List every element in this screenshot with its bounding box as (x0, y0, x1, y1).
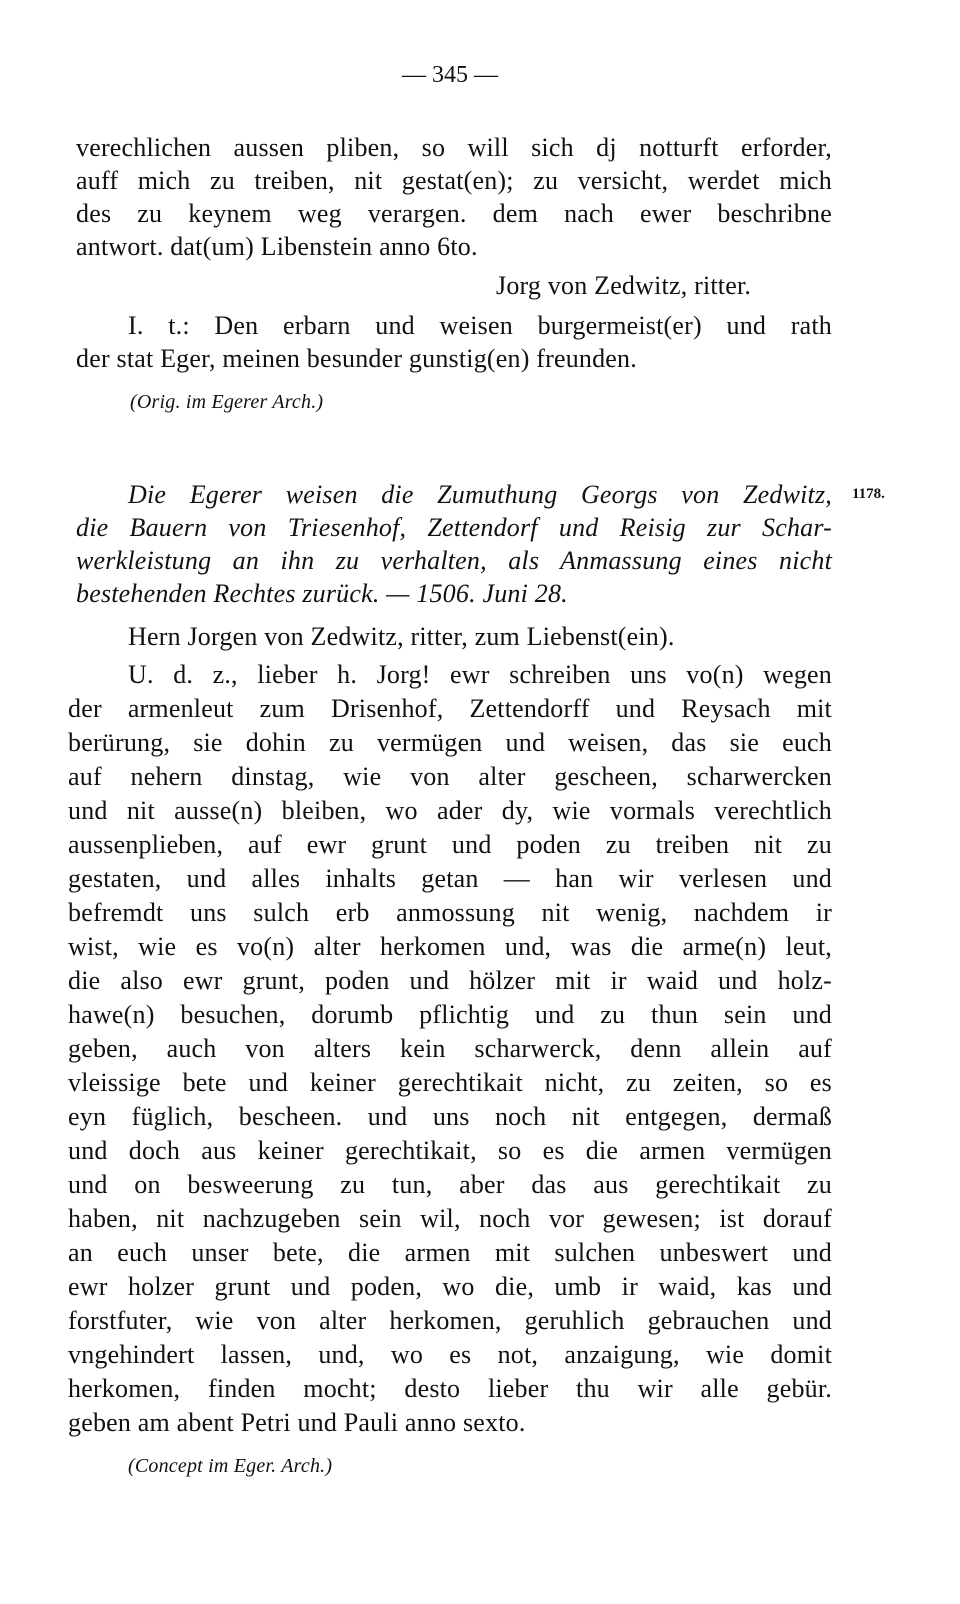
letter2-line-22: herkomen, finden mocht; desto lieber thu wir alle gebür. (68, 1374, 832, 1403)
letter2-line-2: der armenleut zum Drisenhof, Zettendorff und Reysach mit (68, 694, 832, 723)
letter1-line-2: auff mich zu treiben, nit gestat(en); zu versicht, werdet mich (76, 166, 832, 195)
letter2-addressee: Hern Jorgen von Zedwitz, ritter, zum Liebenst(ein). (128, 622, 675, 651)
letter2-line-4: auf nehern dinstag, wie von alter gescheen, scharwercken (68, 762, 832, 791)
heading-line-1: Die Egerer weisen die Zumuthung Georgs von Zedwitz, (128, 480, 832, 509)
letter2-line-12: geben, auch von alters kein scharwerck, denn allein auf (68, 1034, 832, 1063)
letter2-line-14: eyn füglich, bescheen. und uns noch nit entgegen, dermaß (68, 1102, 832, 1131)
address-line-1: I. t.: Den erbarn und weisen burgermeist(er) und rath (128, 311, 832, 340)
heading-line-3: werkleistung an ihn zu verhalten, als Anmassung eines nicht (76, 546, 832, 575)
letter2-line-7: gestaten, und alles inhalts getan — han wir verlesen und (68, 864, 832, 893)
source-note-2: (Concept im Eger. Arch.) (128, 1455, 333, 1477)
heading-line-4: bestehenden Rechtes zurück. — 1506. Juni 28. (76, 579, 568, 608)
letter2-line-18: an euch unser bete, die armen mit sulchen unbeswert und (68, 1238, 832, 1267)
letter2-line-15: und doch aus keiner gerechtikait, so es die armen vermügen (68, 1136, 832, 1165)
letter2-line-11: hawe(n) besuchen, dorumb pflichtig und zu thun sein und (68, 1000, 832, 1029)
signature: Jorg von Zedwitz, ritter. (496, 271, 752, 300)
letter2-line-8: befremdt uns sulch erb anmossung nit wenig, nachdem ir (68, 898, 832, 927)
letter2-line-20: forstfuter, wie von alter herkomen, geruhlich gebrauchen und (68, 1306, 832, 1335)
letter2-line-13: vleissige bete und keiner gerechtikait nicht, zu zeiten, so es (68, 1068, 832, 1097)
letter2-line-1: U. d. z., lieber h. Jorg! ewr schreiben uns vo(n) wegen (128, 660, 832, 689)
letter2-line-6: aussenplieben, auf ewr grunt und poden zu treiben nit zu (68, 830, 832, 859)
letter2-line-10: die also ewr grunt, poden und hölzer mit ir waid und holz- (68, 966, 832, 995)
letter2-last-line: geben am abent Petri und Pauli anno sexto. (68, 1408, 526, 1437)
heading-line-2: die Bauern von Triesenhof, Zettendorf und Reisig zur Schar- (76, 513, 832, 542)
letter1-line-4: antwort. dat(um) Libenstein anno 6to. (76, 232, 478, 261)
letter2-line-16: und on besweerung zu tun, aber das aus gerechtikait zu (68, 1170, 832, 1199)
letter1-line-1: verechlichen aussen pliben, so will sich dj notturft erforder, (76, 133, 832, 162)
letter1-line-3: des zu keynem weg verargen. dem nach ewer beschribne (76, 199, 832, 228)
letter2-line-19: ewr holzer grunt und poden, wo die, umb ir waid, kas und (68, 1272, 832, 1301)
letter2-line-17: haben, nit nachzugeben sein wil, noch vor gewesen; ist dorauf (68, 1204, 832, 1233)
address-line-2: der stat Eger, meinen besunder gunstig(en) freunden. (76, 344, 637, 373)
letter2-line-3: berürung, sie dohin zu vermügen und weisen, das sie euch (68, 728, 832, 757)
letter2-line-9: wist, wie es vo(n) alter herkomen und, was die arme(n) leut, (68, 932, 832, 961)
letter2-line-21: vngehindert lassen, und, wo es not, anzaigung, wie domit (68, 1340, 832, 1369)
source-note-1: (Orig. im Egerer Arch.) (130, 391, 324, 413)
entry-number: 1178. (852, 486, 885, 502)
page-number: — 345 — (402, 62, 498, 88)
letter2-line-5: und nit ausse(n) bleiben, wo ader dy, wie vormals verechtlich (68, 796, 832, 825)
